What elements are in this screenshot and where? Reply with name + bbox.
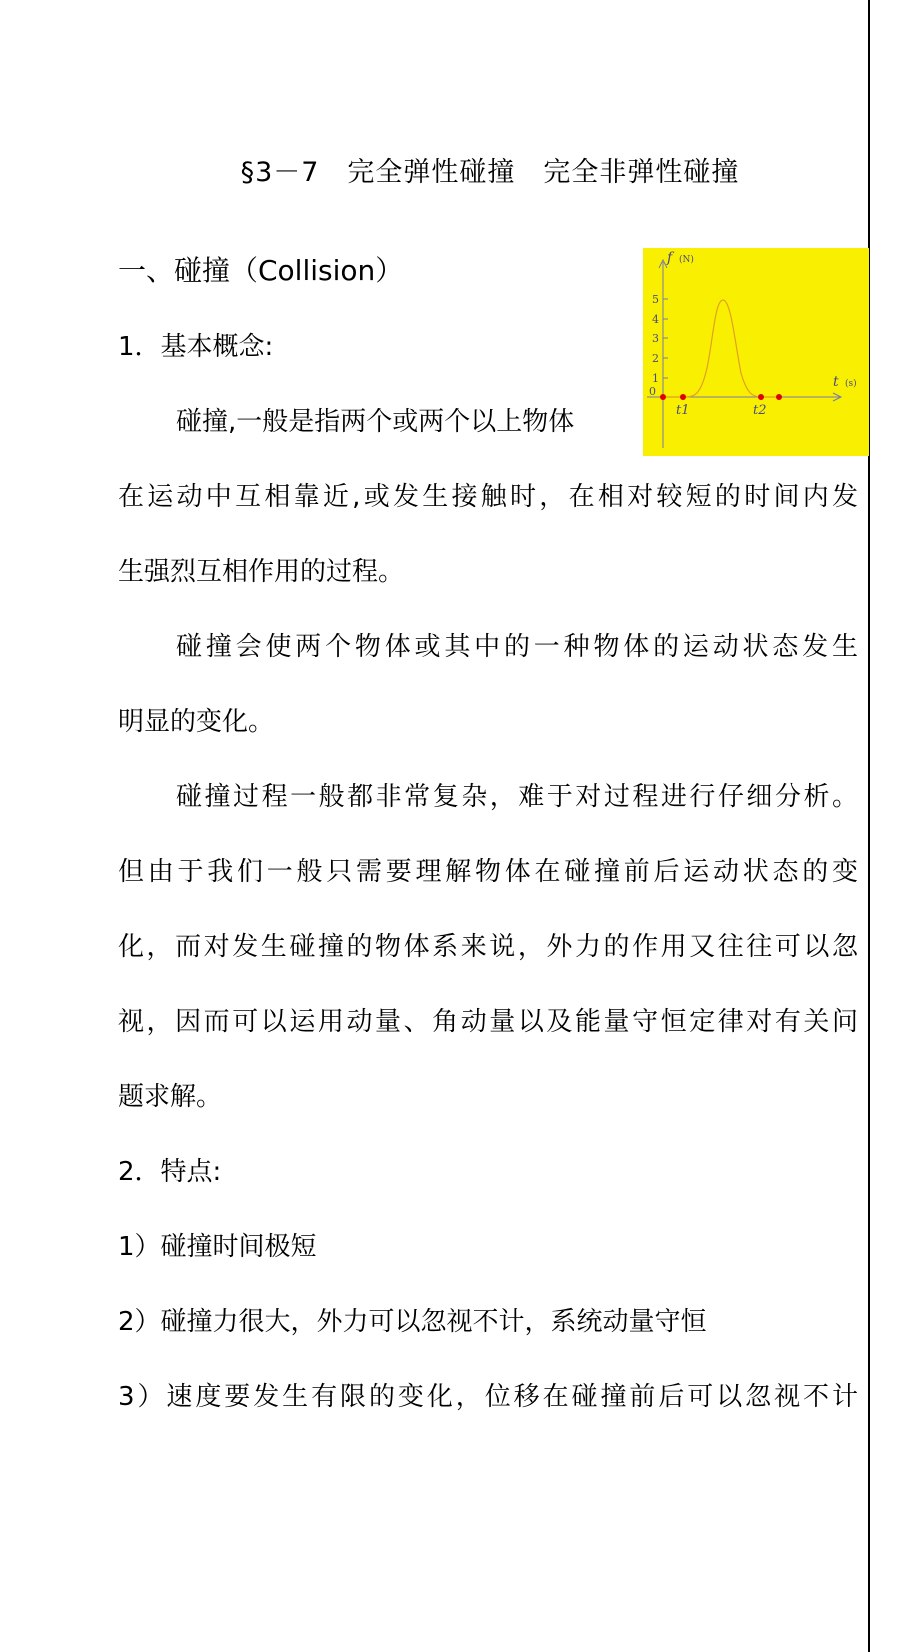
origin-marker [660,394,666,400]
paragraph-line: 视，因而可以运用动量、角动量以及能量守恒定律对有关问 [118,1007,858,1037]
paragraph-line: 生强烈互相作用的过程。 [118,557,405,587]
feature-item: 3）速度要发生有限的变化，位移在碰撞前后可以忽视不计 [118,1382,858,1412]
paragraph-line: 碰撞会使两个物体或其中的一种物体的运动状态发生 [176,632,858,662]
force-time-graph [643,248,869,456]
x-axis-unit: (s) [845,379,857,389]
y-tick-label: 5 [652,293,659,306]
feature-item: 2）碰撞力很大，外力可以忽视不计，系统动量守恒 [118,1307,707,1337]
section-heading-collision: 一、碰撞（Collision） [118,254,404,287]
paragraph-line: 明显的变化。 [118,707,275,737]
y-tick-label: 1 [652,372,659,385]
feature-item: 1）碰撞时间极短 [118,1232,317,1262]
y-axis-label: f [667,250,673,266]
t1-marker [680,394,686,400]
t1-label: t1 [676,403,690,418]
graph-background [643,248,869,456]
origin-label: 0 [649,385,656,398]
page-title: §3－7 完全弹性碰撞 完全非弹性碰撞 [240,157,740,188]
subheading-features: 2．特点: [118,1157,222,1187]
force-time-graph-svg [643,248,869,456]
y-tick-label: 2 [652,352,659,365]
paragraph-line: 题求解。 [118,1082,223,1112]
y-tick-label: 4 [652,313,659,326]
t2-marker [758,394,764,400]
end-marker [776,394,782,400]
t2-label: t2 [753,403,767,418]
subheading-basic-concept: 1．基本概念: [118,332,274,362]
x-axis-label: t [833,374,839,390]
y-axis-unit: (N) [679,255,694,265]
paragraph-line: 碰撞,一般是指两个或两个以上物体 [176,407,575,437]
paragraph-line: 在运动中互相靠近,或发生接触时，在相对较短的时间内发 [118,482,858,512]
paragraph-line: 化，而对发生碰撞的物体系来说，外力的作用又往往可以忽 [118,932,858,962]
paragraph-line: 碰撞过程一般都非常复杂，难于对过程进行仔细分析。 [176,782,858,812]
paragraph-line: 但由于我们一般只需要理解物体在碰撞前后运动状态的变 [118,857,858,887]
y-tick-label: 3 [652,332,659,345]
